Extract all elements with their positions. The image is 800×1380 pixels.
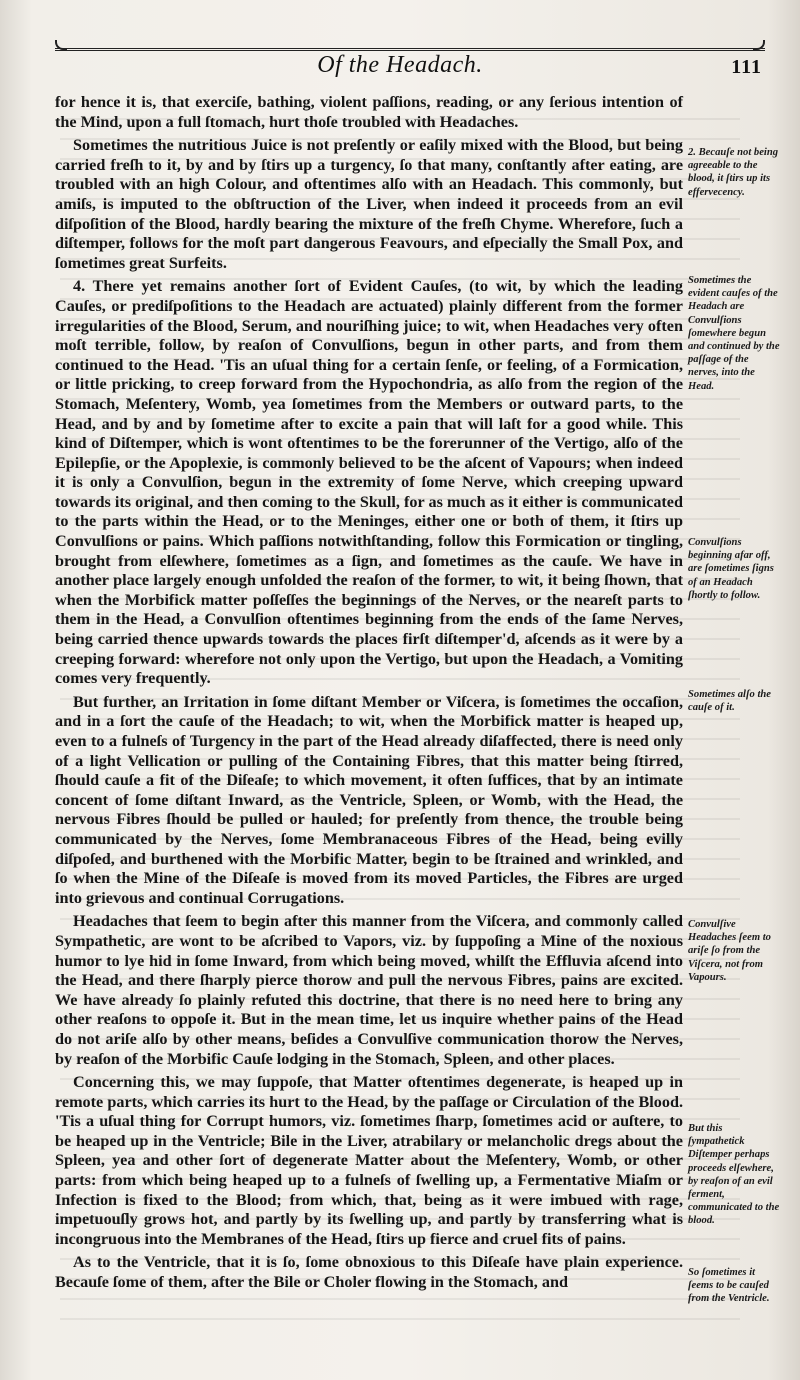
paragraph: As to the Ventricle, that it is ſo, ſome obnoxious to this Diſeaſe have plain experience. Becauſe ſome of them, after the Bile or Choler flowing in the Stomach, and (55, 1253, 683, 1292)
margin-note: Sometimes the evident cauſes of the Headach are Convulſions ſomewhere begun and continued by the paſſage of the nerves, into the Head. (688, 275, 780, 392)
margin-note: But this ſympathetick Diſtemper perhaps proceeds elſewhere, by reaſon of an evil ferment, communicated to the blood. (688, 1123, 780, 1227)
paragraph: for hence it is, that exerciſe, bathing, violent paſſions, reading, or any ſerious intention of the Mind, upon a full ſtomach, hurt thoſe troubled with Headaches. (55, 93, 683, 131)
running-title: Of the Headach. (317, 52, 483, 78)
margin-note: Sometimes alſo the cauſe of it. (688, 689, 771, 714)
paragraph: Sometimes the nutritious Juice is not preſently or eaſily mixed with the Blood, but being carried freſh to it, by and by ſtirs up a turgency, ſo that many, conſtantly after eating, are troubled with an high Colour, and oftentimes alſo with an Headach. This commonly, but amiſs, is imputed to the obſtruction of the Liver, when indeed it proceeds from an evil diſpoſition of the Blood, hardly bearing the mixture of the freſh Chyme. Wherefore, ſuch a diſtemper, follows for the moſt part dangerous Feavours, and eſpecially the Small Pox, and ſometimes great Surfeits. (55, 136, 683, 272)
paragraph: Concerning this, we may ſuppoſe, that Matter oftentimes degenerate, is heaped up in remote parts, which carries its hurt to the Head, by the paſſage or Circulation of the Blood. 'Tis a uſual thing for Corrupt humors, viz. ſometimes ſharp, ſometimes acid or auſtere, to be heaped up in the Ventricle; Bile in the Liver, atrabilary or melancholic dregs about the Spleen, yea and other ſort of degenerate Matter about the Meſentery, Womb, or other parts: from which being heaped up to a fulneſs of ſwelling up, a Fermentative Miaſm or Infection is fixed to the Blood; from which, that, being as it were imbued with rage, impetuouſly grows hot, and partly by its ſwelling up, and partly by transferring what is incongruous into the Membranes of the Head, ſtirs up fierce and cruel fits of pains. (55, 1073, 683, 1248)
margin-note: 2. Becauſe not being agreeable to the blood, it ſtirs up its effervecency. (688, 147, 779, 198)
paragraph: Headaches that ſeem to begin after this manner from the Viſcera, and commonly called Sympathetic, are wont to be aſcribed to Vapors, viz. by ſuppoſing a Mine of the noxious humor to lye hid in ſome Inward, from which being moved, whilſt the Effluvia aſcend into the Head, and there ſharply pierce thorow and pull the nervous Fibres, pains are excited. We have already ſo plainly refuted this doctrine, that there is no need here to bring any other reaſons to oppoſe it. But in the mean time, let us inquire whether pains of the Head do not ariſe alſo by other means, beſides a Convulſive communication thorow the Nerves, by reaſon of the Morbific Cauſe lodging in the Stomach, Spleen, and other places. (55, 912, 683, 1068)
margin-note: Convulſive Headaches ſeem to ariſe ſo from the Viſcera, not from Vapours. (688, 919, 771, 983)
page-number: 111 (731, 56, 762, 78)
paragraph: 4. There yet remains another ſort of Evident Cauſes, (to wit, by which the leading Cauſes, or prediſpoſitions to the Headach are actuated) plainly different from the former irregularities of the Blood, Serum, and nouriſhing juice; to wit, when Headaches very often moſt terrible, follow, by reaſon of Convulſions, begun in other parts, and from them continued to the Head. 'Tis an uſual thing for a certain ſenſe, or feeling, of a Formication, or little pricking, to creep forward from the Hypochondria, as alſo from the region of the Stomach, Meſentery, Womb, yea ſometimes from the Members or outward parts, to the Head, and by and by ſometime after to excite a pain that will laſt for a good while. This kind of Diſtemper, which is wont oftentimes to be the forerunner of the Vertigo, alſo of the Epilepſie, or the Apoplexie, is commonly believed to be the aſcent of Vapours; when indeed it is only a Convulſion, begun in the extremity of ſome Nerve, which creeping upward towards its original, and then coming to the Skull, for as much as it either is communicated to the parts within the Head, or to the Meninges, either one or both of them, it ſtirs up Convulſions or pains. Which paſſions notwithſtanding, follow this Formication or tingling, brought from elſewhere, ſometimes as a ſign, and ſometimes as the cauſe. We have in another place largely enough unfolded the reaſon of the former, to wit, it being ſhown, that when the Morbifick matter poſſeſſes the beginnings of the Nerves, or the neareſt parts to them in the Head, a Convulſion oftentimes beginning from the ends of the ſame Nerves, being carried thence upwards towards the places firſt diſtemper'd, aſcends as it were by a creeping forward: wherefore not only upon the Vertigo, but upon the Headach, a Vomiting comes very frequently. (55, 277, 683, 688)
header-rule (55, 48, 765, 51)
margin-note: Convulſions beginning afar off, are ſometimes ſigns of an Headach ſhortly to follow. (688, 537, 774, 601)
paragraph: But further, an Irritation in ſome diſtant Member or Viſcera, is ſometimes the occaſion, and in a ſort the cauſe of the Headach; to wit, when the Morbifick matter is heaped up, even to a fulneſs of Turgency in the part of the Head already diſaffected, there is need only of a light Vellication or pulling of the Containing Fibres, that this matter being ſtirred, ſhould cauſe a fit of the Diſeaſe; to which movement, it often ſuffices, that by an intimate concent of ſome diſtant Inward, as the Ventricle, Spleen, or Womb, with the Head, the nervous Fibres ſhould be pulled or hauled; for preſently from thence, the trouble being communicated by the Nerves, ſome Membranaceous Fibres of the Head, being evilly diſpoſed, and burthened with the Morbific Matter, begin to be ſtrained and wrinkled, and ſo when the Mine of the Diſeaſe is moved from its moved Particles, the Fibres are urged into grievous and continual Corrugations. (55, 692, 683, 907)
margin-note: So ſometimes it ſeems to be cauſed from the Ventricle. (688, 1267, 770, 1305)
body-text (55, 93, 683, 1297)
